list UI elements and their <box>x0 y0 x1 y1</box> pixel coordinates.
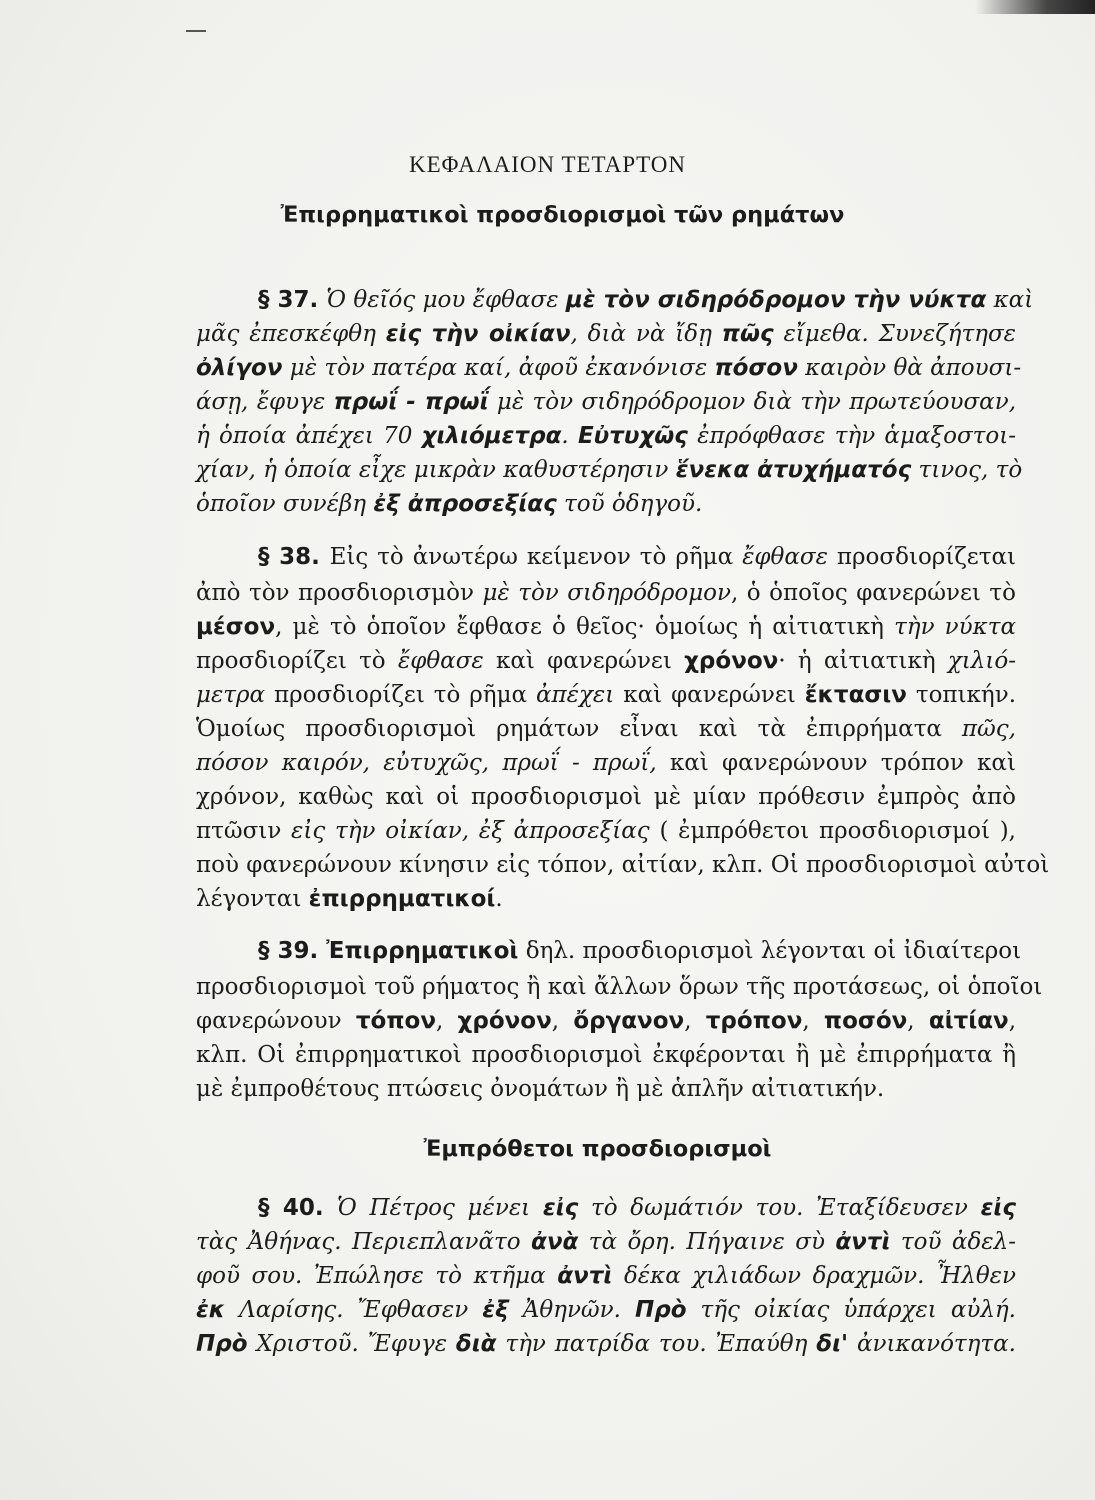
text: τοπικήν. <box>906 682 1017 708</box>
emphasis: χιλιόμετρα <box>421 423 562 449</box>
text: ἔφθασε <box>397 648 484 674</box>
text: , <box>435 1008 458 1034</box>
p38-line-4 <box>196 644 1016 678</box>
emphasis: αἰτίαν <box>928 1008 1009 1034</box>
emphasis: ἐξ ἀπροσεξίας <box>373 491 557 517</box>
emphasis: ἔκτασιν <box>804 682 907 708</box>
text: . <box>495 886 503 912</box>
p37-line-5 <box>196 419 1016 453</box>
text: , διὰ νὰ ἴδῃ <box>570 321 722 347</box>
text: λέγονται <box>196 886 309 912</box>
text: μὲ ἐμπροθέτους πτώσεις ὀνομάτων ἢ μὲ ἁπλῆν αἰτιατικήν. <box>196 1076 885 1102</box>
text: τῆς οἰκίας ὑπάρχει αὐλή. <box>686 1297 1016 1323</box>
p39-line-1 <box>258 934 1022 968</box>
text: τὰ ὄρη. Πήγαινε σὺ <box>578 1229 836 1255</box>
emphasis: δι' <box>816 1331 849 1357</box>
text: ( ἐμπρόθετοι προσδιορισμοί ), <box>649 818 1016 844</box>
emphasis: ἐκ <box>196 1297 226 1323</box>
section-heading-adverbial: Ἐπιρρηματικοὶ προσδιορισμοὶ τῶν ρημάτων <box>280 202 845 228</box>
text: ἔφθασε <box>742 544 828 570</box>
p37-line-6 <box>196 453 1023 487</box>
p39-line-5 <box>196 1072 1016 1106</box>
section-number: § 37. <box>258 287 327 313</box>
emphasis: ὀλίγον <box>196 355 283 381</box>
scan-edge-shadow <box>975 0 1095 14</box>
text: ἐπρόφθασε τὴν ἁμαξοστοι- <box>687 423 1017 449</box>
text: καὶ φανερώνει <box>614 682 805 708</box>
emphasis: εἰς <box>542 1195 579 1221</box>
chapter-title: ΚΕΦΑΛΑΙΟΝ ΤΕΤΑΡΤΟΝ <box>408 152 687 177</box>
text: Ὁ θεῖός μου ἔφθασε <box>326 287 566 313</box>
scan-mark <box>186 30 206 32</box>
section-number: § 39. <box>258 938 327 964</box>
p37-line-7 <box>196 487 1016 521</box>
text: καὶ <box>986 287 1034 313</box>
emphasis: εἰς <box>980 1195 1017 1221</box>
text: δηλ. προσδιορισμοὶ λέγονται οἱ ἰδιαίτεροι <box>518 938 1022 964</box>
text: , μὲ τὸ ὁποῖον ἔφθασε ὁ θεῖος· ὁμοίως ἡ αἰτιατικὴ <box>275 614 895 640</box>
text: πῶς, <box>961 716 1016 742</box>
emphasis: ποσόν <box>823 1008 908 1034</box>
p38-line-2 <box>196 576 1016 610</box>
text: χρόνον, καθὼς καὶ οἱ προσδιορισμοὶ μὲ μίαν πρόθεσιν ἐμπρὸς ἀπὸ <box>196 784 1016 810</box>
text: , <box>684 1008 706 1034</box>
text: Ὁμοίως προσδιορισμοὶ ρημάτων εἶναι καὶ τὰ ἐπιρρήματα <box>196 716 962 742</box>
text: προσδιορίζει τὸ <box>196 648 398 674</box>
text: μὲ τὸν σιδηρόδρομον <box>482 580 731 606</box>
text: τὴν πατρίδα του. Ἐπαύθη <box>496 1331 817 1357</box>
emphasis: ἐξ <box>482 1297 509 1323</box>
emphasis: Εὐτυχῶς <box>577 423 688 449</box>
text: , <box>907 1008 929 1034</box>
text: ἀνικανότητα. <box>848 1331 1016 1357</box>
p37-line-1 <box>258 283 1034 317</box>
emphasis: πῶς <box>721 321 774 347</box>
p40-line-2 <box>196 1225 1016 1259</box>
text: μὲ τὸν σιδηρόδρομον διὰ τὴν πρωτεύουσαν, <box>488 389 1017 415</box>
emphasis: ὄργανον <box>573 1008 685 1034</box>
text: καὶ φανερώνει <box>483 648 685 674</box>
emphasis: Πρὸ <box>635 1297 687 1323</box>
emphasis: τρόπον <box>705 1008 803 1034</box>
emphasis: ἀντὶ <box>835 1229 891 1255</box>
text: τὴν νύκτα <box>894 614 1016 640</box>
text: εἴμεθα. Συνεζήτησε <box>773 321 1016 347</box>
text: καιρὸν θὰ ἀπουσι- <box>797 355 1022 381</box>
p40-line-4 <box>196 1293 1016 1327</box>
emphasis: χρόνον <box>457 1008 552 1034</box>
text: μᾶς ἐπεσκέφθη <box>196 321 386 347</box>
text: μὲ τὸν πατέρα καί, ἀφοῦ ἐκανόνισε <box>282 355 715 381</box>
text: Ἀθηνῶν. <box>508 1297 635 1323</box>
text: προσδιορίζει τὸ ρῆμα <box>265 682 536 708</box>
text: ἀπὸ τὸν προσδιορισμὸν <box>196 580 483 606</box>
text: . <box>561 423 578 449</box>
emphasis: ἕνεκα ἀτυχήματός <box>675 457 912 483</box>
section-heading-prepositional: Ἐμπρόθετοι προσδιορισμοὶ <box>423 1136 772 1162</box>
text: κλπ. Οἱ ἐπιρρηματικοὶ προσδιορισμοὶ ἐκφέρονται ἢ μὲ ἐπιρρήματα ἢ <box>196 1042 1016 1068</box>
p38-line-5 <box>196 678 1016 712</box>
section-number: § 40. <box>258 1195 338 1221</box>
section-number: § 38. <box>258 544 330 570</box>
text: τὸ δωμάτιόν του. Ἐταξίδευσεν <box>578 1195 981 1221</box>
text: χίαν, ἡ ὁποία εἶχε μικρὰν καθυστέρησιν <box>196 457 676 483</box>
text: ὁποῖον συνέβη <box>196 491 374 517</box>
emphasis: ἀντὶ <box>557 1263 613 1289</box>
p38-line-1 <box>258 540 1016 574</box>
p38-line-8 <box>196 780 1016 814</box>
text: προσδιορισμοὶ τοῦ ρήματος ἢ καὶ ἄλλων ὅρων τῆς προτάσεως, οἱ ὁποῖοι <box>196 974 1043 1000</box>
text: Λαρίσης. Ἔφθασεν <box>225 1297 483 1323</box>
p38-line-7 <box>196 746 1016 780</box>
emphasis: εἰς τὴν οἰκίαν <box>385 321 571 347</box>
emphasis: ἀνὰ <box>531 1229 579 1255</box>
p39-line-3 <box>196 1004 1016 1038</box>
text: τοῦ ὁδηγοῦ. <box>556 491 703 517</box>
text: προσδιορίζεται <box>827 544 1017 570</box>
text: Χριστοῦ. Ἔφυγε <box>247 1331 456 1357</box>
p40-line-5 <box>196 1327 1016 1361</box>
p38-line-10 <box>196 848 1050 882</box>
text: τινος, τὸ <box>911 457 1023 483</box>
text: · ἡ αἰτιατικὴ <box>778 648 948 674</box>
p40-line-3 <box>196 1259 1016 1293</box>
text: άσῃ, ἔφυγε <box>196 389 334 415</box>
text: πτῶσιν <box>196 818 292 844</box>
emphasis: πόσον <box>714 355 798 381</box>
text: πόσον καιρόν, εὐτυχῶς, πρωΐ - πρωΐ, <box>196 750 657 776</box>
p37-line-4 <box>196 385 1016 419</box>
emphasis: Πρὸ <box>196 1331 248 1357</box>
emphasis: χρόνον <box>684 648 779 674</box>
text: Εἰς τὸ ἀνωτέρω κείμενον τὸ ρῆμα <box>329 544 743 570</box>
emphasis: μὲ τὸν σιδηρόδρομον τὴν νύκτα <box>565 287 987 313</box>
text: μετρα <box>196 682 266 708</box>
p38-line-9 <box>196 814 1016 848</box>
text: δέκα χιλιάδων δραχμῶν. Ἦλθεν <box>612 1263 1017 1289</box>
emphasis: ἐπιρρηματικοί <box>308 886 496 912</box>
emphasis: Ἐπιρρηματικοὶ <box>326 938 519 964</box>
text: , <box>1008 1008 1017 1034</box>
p37-line-2 <box>196 317 1016 351</box>
text: ποὺ φανερώνουν κίνησιν εἰς τόπον, αἰτίαν, κλπ. Οἱ προσδιορισμοὶ αὐτοὶ <box>196 852 1050 878</box>
text: ἀπέχει <box>536 682 615 708</box>
text: τοῦ ἀδελ- <box>890 1229 1016 1255</box>
text: τὰς Ἀθήνας. Περιεπλανᾶτο <box>196 1229 532 1255</box>
text: , <box>802 1008 824 1034</box>
text: φανερώνουν <box>196 1008 356 1034</box>
text: εἰς τὴν οἰκίαν, ἐξ ἀπροσεξίας <box>291 818 650 844</box>
p39-line-2 <box>196 970 1043 1004</box>
p38-line-6 <box>196 712 1016 746</box>
p40-line-1 <box>258 1191 1016 1225</box>
p38-line-3 <box>196 610 1016 644</box>
text: Ὁ Πέτρος μένει <box>337 1195 543 1221</box>
text: φοῦ σου. Ἐπώλησε τὸ κτῆμα <box>196 1263 558 1289</box>
emphasis: τόπον <box>355 1008 436 1034</box>
text: χιλιό- <box>947 648 1017 674</box>
text: καὶ φανερώνουν τρόπον καὶ <box>656 750 1016 776</box>
emphasis: μέσον <box>196 614 276 640</box>
p37-line-3 <box>196 351 1022 385</box>
p39-line-4 <box>196 1038 1016 1072</box>
text: , <box>551 1008 574 1034</box>
text: , ὁ ὁποῖος φανερώνει τὸ <box>731 580 1016 606</box>
text: ἡ ὁποία ἀπέχει 70 <box>196 423 422 449</box>
emphasis: διὰ <box>455 1331 497 1357</box>
emphasis: πρωΐ - πρωΐ <box>333 389 489 415</box>
p38-line-11 <box>196 882 1016 916</box>
